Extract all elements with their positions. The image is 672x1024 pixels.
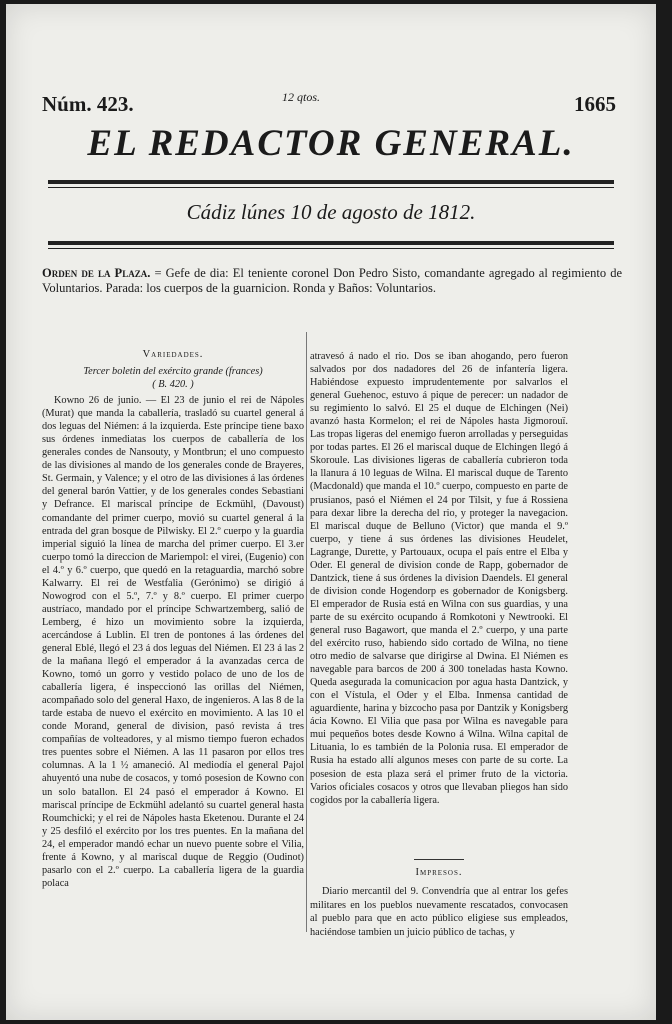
- issue-number: Núm. 423.: [42, 92, 134, 116]
- impresos-section: [310, 859, 568, 939]
- orden-text: = Gefe de dia: El teniente coronel Don Pedro Sisto, comandante agregado al regimiento de Voluntarios. Parada: los cuerpos de la guarnicion. Ronda y Baños: Voluntarios.: [42, 266, 622, 295]
- column-divider: [306, 332, 307, 932]
- orden-label: Orden de la Plaza.: [42, 266, 151, 280]
- masthead-top-line: [42, 92, 616, 120]
- issue-price: 12 qtos.: [282, 90, 321, 104]
- page-number: 1665: [574, 92, 616, 116]
- right-column: [310, 350, 568, 807]
- dateline: Cádiz lúnes 10 de agosto de 1812.: [186, 200, 476, 224]
- article-text-right: atravesó á nado el rio. Dos se iban ahogando, pero fueron salvados por dos nadadores del 26 de infantería ligera. Habiéndose expuesto imprudentemente por salvarlos el general Guehenoc, estuvo á pique de perecer: un nadador de su regimiento lo salvó. El 25 el duque de Elchingen (Nei) avanzó hasta Kormelon; el rei de Nápoles hasta Jigmorouï. Las tropas ligeras del enemigo fueron arrolladas y perseguidas por todas partes. El 26 el mariscal duque de Elchingen llegó á Skoroule. Las divisiones ligeras de caballería cubrieron toda la llanura á 10 leguas de Wilna. El mariscal duque de Tarento (Macdonald) que manda el 10.º cuerpo, compuesto en parte de prusianos, pasó el Niémen el 24 por Tilsit, y fue á Rossiena para dexar libre la derecha del rio, y proteger la navegacion. El mariscal duque de Belluno (Victor) que manda el 9.º cuerpo, y tiene á sus órdenes las divisiones Heudelet, Lagrange, Durette, y Partouaux, ocupa el país entre el Elba y Oder. El general de division conde de Rapp, gobernador de Dantzick, tiene á sus órdenes la division Daendels. El general de division conde Hogendorp es gobernador de Konigsberg. El emperador de Rusia está en Wilna con sus guardias, y una parte de su exército ocupando á Romkotoni y Newtrooki. El general ruso Bagawort, que manda el 2.º cuerpo, y una parte del exército ruso, habiendo sido cortado de Wilna, no tiene otro medio de salvarse que dirigirse al Dwina. El Niémen es navegable para barcos de 200 á 300 toneladas hasta Kowno. Queda asegurada la comunicacion por agua hasta Dantzick, y con el Vístula, el Oder y el Elba. Inmensa cantidad de aguardiente, harina y bizcocho pasa por Dantzik y Konigsberg ácia Kowno. El Vilia que pasa por Wilna es navegable para mui pequeños botes desde Kowno á Wilna. Wilna capital de Lituania, lo es también de la Polonia rusa. El emperador de Rusia ha estado allí algunos meses con parte de su corte. La posesion de esta plaza será el primer fruto de la victoria. Varios oficiales cosacos y otros que llevaban pliegos han sido cogidos por la caballería ligera.: [310, 351, 568, 806]
- dateline-rule-thin: [48, 248, 614, 249]
- left-column: [42, 348, 304, 890]
- newspaper-title: EL REDACTOR GENERAL.: [87, 123, 575, 164]
- boletin-subheading: Tercer boletin del exército grande (frances): [83, 366, 263, 378]
- newspaper-page: [6, 4, 656, 1020]
- dateline-rule-thick: [48, 241, 614, 245]
- boletin-reference: ( B. 420. ): [152, 379, 194, 391]
- title-rule-thin: [48, 187, 614, 188]
- title-rule-thick: [48, 180, 614, 184]
- impresos-heading: Impresos.: [415, 867, 463, 878]
- impresos-text: Diario mercantil del 9. Convendría que al entrar los gefes militares en los pueblos nuevamente rescatados, convocasen al pueblo para que en acto público eligiese sus empleados, haciéndose tambien un juicio público de tachas, y: [310, 886, 568, 938]
- variedades-heading: Variedades.: [142, 349, 204, 360]
- article-text-left: Kowno 26 de junio. — El 23 de junio el rei de Nápoles (Murat) que manda la caballería, trasladó su cuartel general á dos leguas del Niémen: á la izquierda. Este príncipe tiene baxo sus órdenes inmediatas los cuerpos de caballería de los generales condes de Nansouty, y Montbrun; el uno compuesto de las divisiones al mando de los generales conde de Brayeres, St. Germain, y Valence; y el otro de las divisiones á las órdenes del general barón Vattier, y de los generales condes Sebastiani y Defrance. El mariscal príncipe de Eckmühl, (Davoust) comandante del primer cuerpo, movió su cuartel general á la entrada del gran bosque de Pilwisky. El 2.º cuerpo y la guardia imperial siguió la línea de marcha del primer cuerpo. El 3.er cuerpo tomó la direccion de Mariempol: el virei, (Eugenio) con el 4.º y 6.º cuerpo, que quedó en la retaguardia, marchó sobre Kalwarry. El rei de Westfalia (Gerónimo) se dirigió á Nowogrod con el 5.º, 7.º y 8.º cuerpo. El primer cuerpo austríaco, mandado por el príncipe Schwartzemberg, salió de Lemberg, é hizo un movimiento sobre la izquierda, acercándose á Lublin. El tren de pontones á las órdenes del general Eblé, llegó el 23 á dos leguas del Niémen. El 23 á las 2 de la mañana llegó el emperador á la avanzadas cerca de Kowno, tomó un gorro y vestido polaco de uno de los de caballería ligera, é inspeccionó las orillas del Niémen, acompañado solo del general Haxo, de ingenieros. A las 8 de la tarde estaba de nuevo el exército en movimiento. A las 10 el conde Morand, general de division, pasó revista á tres compañías de volteadores, y al mismo tiempo fueron echados tres puentes sobre el Niémen. A las 11 pasaron por ellos tres columnas. A la 1 ½ amaneció. Al mediodía el general Pajol ahuyentó una nube de cosacos, y tomó posesion de Kowno con un solo batallon. El 24 pasó el emperador á Kowno. El mariscal príncipe de Eckmühl adelantó su cuartel general hasta Roumchicki; y el rei de Nápoles hasta Eketenou. Durante el 24 y 25 desfiló el exército por los tres puentes. En la mañana del 24, el emperador mandó echar un nuevo puente sobre el Vilia, frente á Kowno, y al mariscal duque de Reggio (Oudinot) pasarlo con el 2.º cuerpo. La caballería ligera de la guardia polaca: [42, 395, 304, 889]
- orden-de-la-plaza: [42, 266, 622, 296]
- impresos-rule: [414, 859, 464, 860]
